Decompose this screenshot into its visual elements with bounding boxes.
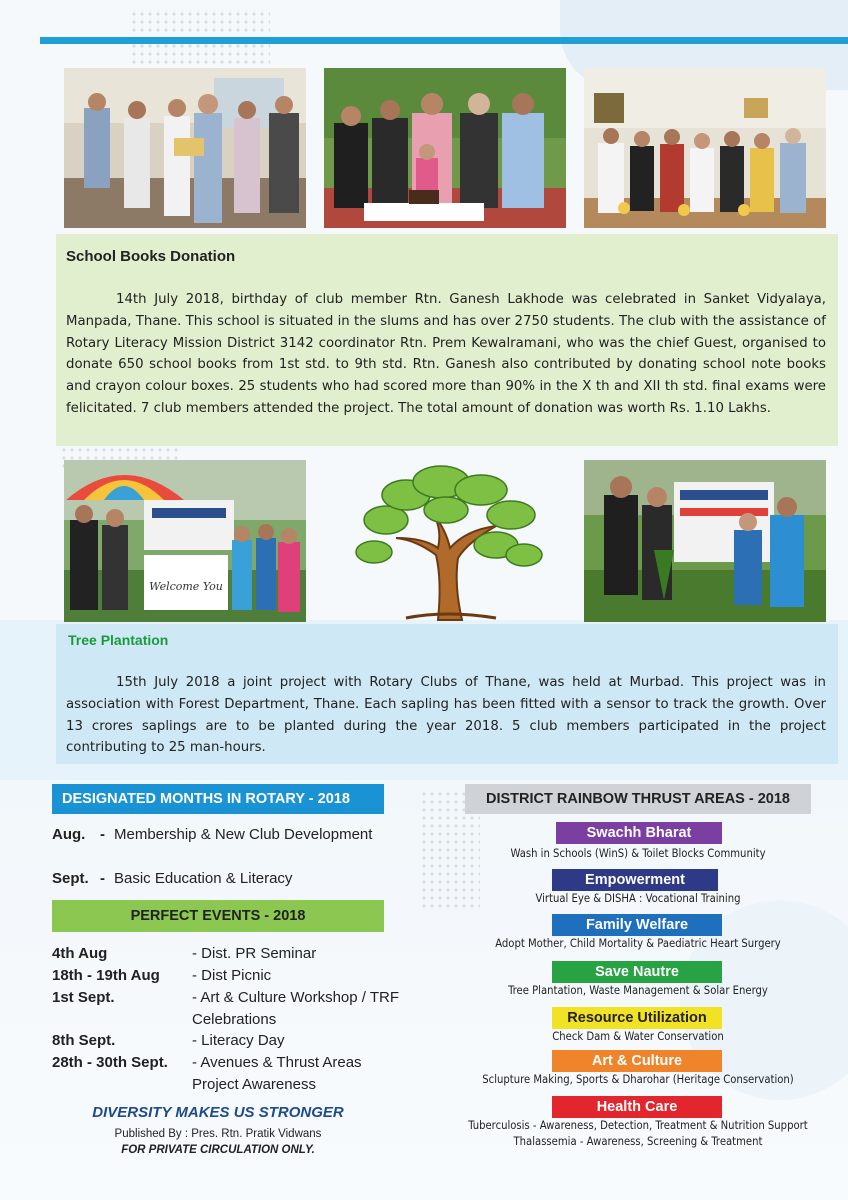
- photo-birthday-celebration: [324, 68, 566, 228]
- thrust-empowerment: Empowerment: [552, 869, 718, 891]
- designated-months-title: DESIGNATED MONTHS IN ROTARY - 2018: [52, 784, 384, 814]
- month-label: Sept.: [52, 870, 89, 887]
- event-date: 18th - 19th Aug: [52, 967, 160, 984]
- event-date: 28th - 30th Sept.: [52, 1054, 168, 1071]
- tree-plantation-heading: Tree Plantation: [68, 632, 169, 648]
- month-theme: Membership & New Club Development: [114, 826, 373, 843]
- event-date: 8th Sept.: [52, 1032, 116, 1049]
- thrust-save-nature: Save Nautre: [552, 961, 722, 983]
- month-dash: -: [100, 870, 105, 887]
- month-theme: Basic Education & Literacy: [114, 870, 293, 887]
- thrust-desc: Tuberculosis - Awareness, Detection, Treatment & Nutrition Support: [468, 1119, 808, 1132]
- thrust-desc: Check Dam & Water Conservation: [552, 1030, 724, 1043]
- month-dash: -: [100, 826, 105, 843]
- thrust-desc: Virtual Eye & DISHA : Vocational Training: [535, 892, 741, 905]
- thrust-resource-utilization: Resource Utilization: [552, 1007, 722, 1029]
- photo-book-donation-ceremony: [64, 68, 306, 228]
- photo-tree-plantation-group: [64, 460, 306, 622]
- month-label: Aug.: [52, 826, 86, 843]
- event-date: 1st Sept.: [52, 989, 115, 1006]
- tree-illustration: [346, 460, 552, 626]
- thrust-art-culture: Art & Culture: [552, 1050, 722, 1072]
- thrust-desc: Wash in Schools (WinS) & Toilet Blocks Community: [510, 847, 766, 860]
- thrust-desc-secondary: Thalassemia - Awareness, Screening & Treatment: [513, 1135, 763, 1148]
- photo-tree-planting-members: [584, 460, 826, 622]
- event-name: - Literacy Day: [192, 1032, 285, 1049]
- school-books-heading: School Books Donation: [66, 248, 236, 265]
- event-name: - Dist Picnic: [192, 967, 272, 984]
- slogan: DIVERSITY MAKES US STRONGER: [92, 1104, 344, 1121]
- perfect-events-title: PERFECT EVENTS - 2018: [52, 900, 384, 932]
- event-date: 4th Aug: [52, 945, 108, 962]
- event-name: - Art & Culture Workshop / TRF Celebrations: [192, 989, 400, 1028]
- thrust-health-care: Health Care: [552, 1096, 722, 1118]
- thrust-swachh-bharat: Swachh Bharat: [556, 822, 722, 844]
- private-circulation-note: FOR PRIVATE CIRCULATION ONLY.: [121, 1144, 315, 1156]
- tree-plantation-body: 15th July 2018 a joint project with Rotary Clubs of Thane, was held at Murbad. This project was in association with Forest Department, Thane. Each sapling has been fitted with a sensor to track the growth. Over 13 crores saplings are to be planted during the year 2018. 5 club members participated in the project contributing to 25 man-hours.: [66, 675, 826, 756]
- top-accent-bar: [40, 37, 848, 44]
- thrust-desc: Sclupture Making, Sports & Dharohar (Heritage Conservation): [482, 1073, 794, 1086]
- event-name: - Dist. PR Seminar: [192, 945, 317, 962]
- school-books-body: 14th July 2018, birthday of club member Rtn. Ganesh Lakhode was celebrated in Sanket Vidyalaya, Manpada, Thane. This school is situated in the slums and has over 2750 students. The club with the assistance of Rotary Literacy Mission District 3142 coordinator Rtn. Prem Kewalramani, who was the chief Guest, organised to donate 650 school books from 1st std. to 9th std. Rtn. Ganesh also contributed by donating school note books and crayon colour boxes. 25 students who had scored more than 90% in the X th and XII th std. final exams were felicitated. 7 club members attended the project. The total amount of donation was worth Rs. 1.10 Lakhs.: [66, 292, 826, 416]
- published-by: Published By : Pres. Rtn. Pratik Vidwans: [114, 1128, 322, 1140]
- photo-classroom-group: [584, 68, 826, 228]
- thrust-family-welfare: Family Welfare: [552, 914, 722, 936]
- thrust-desc: Adopt Mother, Child Mortality & Paediatric Heart Surgery: [495, 937, 781, 950]
- event-name: - Avenues & Thrust Areas Project Awareness: [192, 1054, 362, 1093]
- thrust-areas-title: DISTRICT RAINBOW THRUST AREAS - 2018: [465, 784, 811, 814]
- thrust-desc: Tree Plantation, Waste Management & Solar Energy: [508, 984, 768, 997]
- banner-welcome-text: Welcome You: [149, 580, 223, 593]
